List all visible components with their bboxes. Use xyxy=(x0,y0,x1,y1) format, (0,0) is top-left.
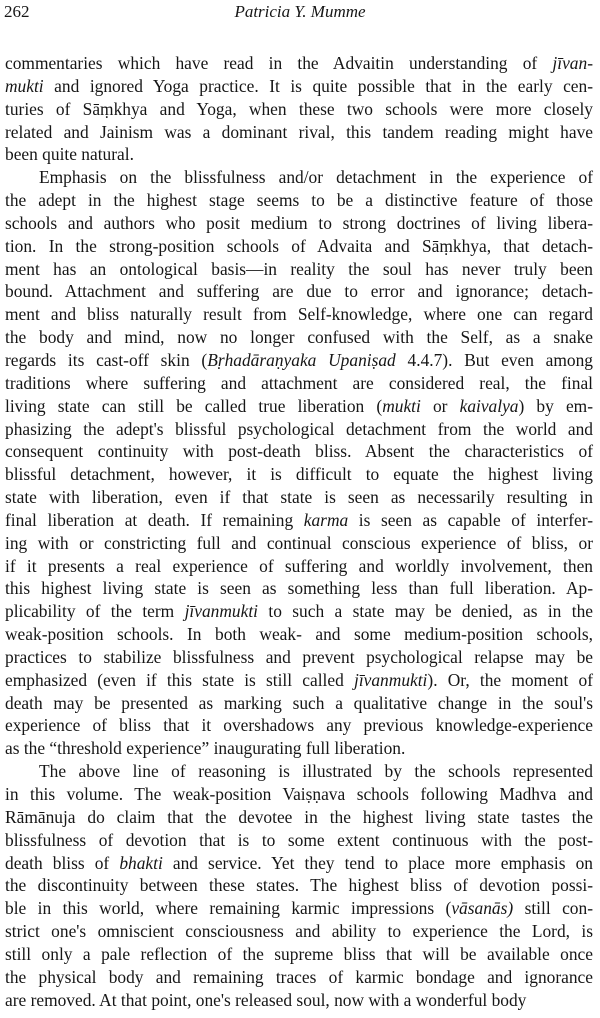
text-span: Rāmānuja do claim that the devotee in the highest living state tastes the xyxy=(5,806,593,827)
text-line xyxy=(5,349,593,372)
text-line xyxy=(5,623,593,646)
text-line xyxy=(5,989,593,1012)
text-line xyxy=(5,486,593,509)
text-line xyxy=(5,258,593,281)
text-span: state with liberation, even if that state is seen as necessarily resulting in xyxy=(5,487,593,508)
text-line xyxy=(5,966,593,989)
italic-text: bhakti xyxy=(119,852,163,873)
text-span: plicability of the term xyxy=(5,601,185,622)
text-span: still con- xyxy=(513,898,593,919)
text-line xyxy=(5,235,593,258)
text-line xyxy=(5,326,593,349)
text-span: ) by em- xyxy=(518,395,593,416)
text-span: if it presents a real experience of suffering and worldly involvement, then xyxy=(5,555,593,576)
text-span: emphasized (even if this state is still called xyxy=(5,669,354,690)
text-span: strict one's omniscient consciousness and ability to experience the Lord, is xyxy=(5,921,593,942)
text-span: to such a state may be denied, as in the xyxy=(258,601,593,622)
text-span: ment and bliss naturally result from Self-knowledge, where one can regard xyxy=(5,304,593,325)
text-line xyxy=(5,646,593,669)
text-line xyxy=(5,509,593,532)
italic-text: karma xyxy=(303,509,349,530)
text-line xyxy=(5,874,593,897)
text-span: bound. Attachment and suffering are due to error and ignorance; detach- xyxy=(5,281,593,302)
text-line xyxy=(5,555,593,578)
text-span: the physical body and remaining traces of karmic bondage and ignorance xyxy=(5,966,593,987)
text-line xyxy=(5,418,593,441)
text-span: still only a pale reflection of the supreme bliss that will be available once xyxy=(5,943,593,964)
text-line xyxy=(5,806,593,829)
text-span: blissful detachment, however, it is difficult to equate the highest living xyxy=(5,464,593,485)
text-span: regards its cast-off skin ( xyxy=(5,349,208,370)
text-span: death bliss of xyxy=(5,852,120,873)
text-line xyxy=(5,692,593,715)
text-span: traditions where suffering and attachment are considered real, the final xyxy=(5,372,593,393)
text-span: experience of bliss that it overshadows any previous knowledge-experience xyxy=(5,715,593,736)
text-span: death may be presented as marking such a qualitative change in the soul's xyxy=(5,692,593,713)
text-span: this highest living state is seen as something less than full liberation. Ap- xyxy=(5,578,593,599)
text-line xyxy=(5,440,593,463)
text-line xyxy=(5,714,593,737)
paragraph xyxy=(5,166,593,760)
text-line xyxy=(5,463,593,486)
paragraph xyxy=(5,760,593,1011)
page-number: 262 xyxy=(4,2,30,21)
text-line xyxy=(5,852,593,875)
italic-text: jīvanmukti xyxy=(353,669,428,690)
text-span: living state can still be called true liberation ( xyxy=(5,395,383,416)
italic-text: jīvanmukti xyxy=(184,601,259,622)
italic-text: mukti xyxy=(382,395,421,416)
text-span: turies of Sāṃkhya and Yoga, when these two schools were more closely xyxy=(5,98,593,119)
text-line xyxy=(5,577,593,600)
text-span: blissfulness of devotion that is to some extent continuous with the post- xyxy=(5,829,593,850)
text-line xyxy=(5,669,593,692)
text-span: commentaries which have read in the Advaitin understanding of xyxy=(5,53,553,73)
italic-text: jīvan- xyxy=(552,53,593,73)
text-span: is seen as capable of interfer- xyxy=(348,509,593,530)
text-span: practices to stabilize blissfulness and prevent psychological relapse may be xyxy=(5,646,593,667)
text-line xyxy=(5,760,593,783)
text-line xyxy=(5,920,593,943)
text-span: consequent continuity with post-death bliss. Absent the characteristics of xyxy=(5,441,593,462)
text-span: in this volume. The weak-position Vaiṣṇava schools following Madhva and xyxy=(5,784,593,804)
text-line xyxy=(5,897,593,920)
text-span: weak-position schools. In both weak- and some medium-position schools, xyxy=(5,624,593,645)
italic-text: vāsanās) xyxy=(451,898,514,919)
text-line xyxy=(5,280,593,303)
text-span: 4.4.7). But even among xyxy=(395,349,593,370)
text-span: ing with or constricting full and continual conscious experience of bliss, or xyxy=(5,532,593,553)
text-line xyxy=(5,829,593,852)
text-line xyxy=(5,600,593,623)
text-line xyxy=(5,532,593,555)
text-line xyxy=(5,143,593,166)
text-span: are removed. At that point, one's released soul, now with a wonderful body xyxy=(5,989,527,1010)
paragraph xyxy=(5,52,593,166)
text-span: related and Jainism was a dominant rival, this tandem reading might have xyxy=(5,121,593,142)
text-line xyxy=(5,212,593,235)
text-line xyxy=(5,372,593,395)
text-line xyxy=(5,303,593,326)
text-span: ble in this world, where remaining karmic impressions ( xyxy=(5,898,452,919)
text-span: or xyxy=(420,395,460,416)
text-span: ment has an ontological basis—in reality the soul has never truly been xyxy=(5,258,593,279)
page-header xyxy=(0,0,600,30)
text-line xyxy=(5,737,593,760)
italic-text: mukti xyxy=(5,75,44,96)
text-line xyxy=(5,166,593,189)
text-span: the adept in the highest stage seems to be a distinctive feature of those xyxy=(5,190,593,211)
text-line xyxy=(5,943,593,966)
text-span: been quite natural. xyxy=(5,144,134,165)
text-span: final liberation at death. If remaining xyxy=(5,509,304,530)
text-line xyxy=(5,52,593,75)
text-line xyxy=(5,395,593,418)
text-line xyxy=(5,75,593,98)
text-line xyxy=(5,783,593,806)
text-span: and service. Yet they tend to place more emphasis on xyxy=(162,852,593,873)
text-span: Emphasis on the blissfulness and/or detachment in the experience of xyxy=(39,167,593,188)
text-span: and ignored Yoga practice. It is quite possible that in the early cen- xyxy=(43,75,593,96)
italic-text: kaivalya xyxy=(459,395,519,416)
text-span: phasizing the adept's blissful psychological detachment from the world and xyxy=(5,418,593,439)
text-span: schools and authors who posit medium to strong doctrines of living libera- xyxy=(5,212,593,233)
text-span: tion. In the strong-position schools of Advaita and Sāṃkhya, that detach- xyxy=(5,235,593,256)
text-span: the discontinuity between these states. The highest bliss of devotion possi- xyxy=(5,875,593,896)
text-line xyxy=(5,121,593,144)
text-span: the body and mind, now no longer confused with the Self, as a snake xyxy=(5,327,593,348)
running-head: Patricia Y. Mumme xyxy=(234,2,366,21)
text-line xyxy=(5,189,593,212)
body-text xyxy=(5,52,593,1011)
text-line xyxy=(5,98,593,121)
text-span: as the “threshold experience” inaugurating full liberation. xyxy=(5,738,406,759)
text-span: ). Or, the moment of xyxy=(427,669,593,690)
italic-text: Bṛhadāraṇyaka Upaniṣad xyxy=(207,349,396,370)
text-span: The above line of reasoning is illustrated by the schools represented xyxy=(39,761,593,782)
